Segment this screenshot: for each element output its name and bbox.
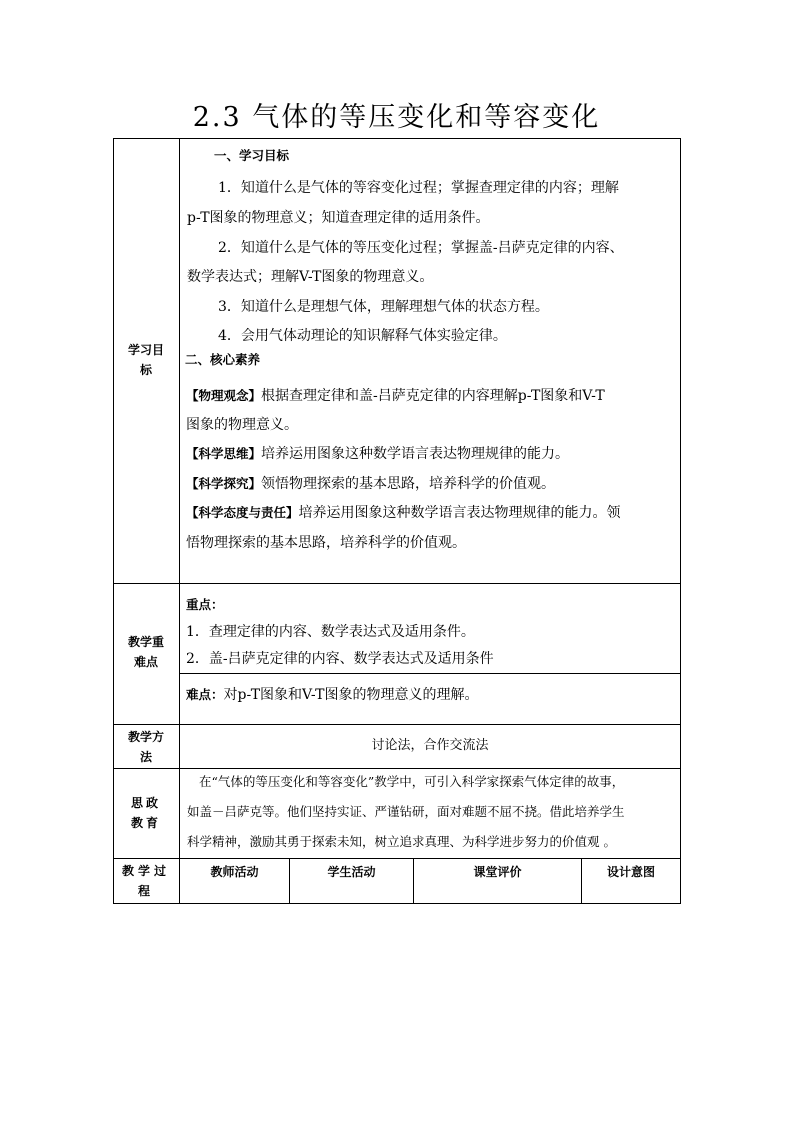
difficulty-line: 难点：对p-T图象和V-T图象的物理意义的理解。 — [186, 687, 479, 703]
literacy-line-4: 【科学探究】领悟物理探索的基本思路，培养科学的价值观。 — [186, 476, 556, 492]
literacy-line-3: 【科学思维】培养运用图象这种数学语言表达物理规律的能力。 — [186, 446, 570, 462]
objectives-heading: 一、学习目标 — [214, 148, 290, 163]
objective-line-3: 2．知道什么是气体的等压变化过程；掌握盖-吕萨克定律的内容、 — [218, 240, 624, 256]
method-text: 讨论法，合作交流法 — [371, 738, 489, 753]
column-class-evaluation: 课堂评价 — [473, 865, 522, 879]
literacy-line-2: 图象的物理意义。 — [186, 417, 298, 433]
literacy-line-6: 悟物理探索的基本思路，培养科学的价值观。 — [186, 535, 466, 551]
objective-line-5: 3．知道什么是理想气体，理解理想气体的状态方程。 — [218, 299, 549, 315]
ideology-line-3: 科学精神，激励其勇于探索未知，树立追求真理、为科学进步努力的价值观 。 — [187, 834, 616, 849]
focus-item-2: 2．盖-吕萨克定律的内容、数学表达式及适用条件 — [186, 651, 494, 667]
objective-line-4: 数学表达式；理解V-T图象的物理意义。 — [187, 269, 434, 285]
literacy-heading: 二、核心素养 — [185, 352, 261, 367]
literacy-line-5: 【科学态度与责任】培养运用图象这种数学语言表达物理规律的能力。领 — [186, 505, 621, 521]
focus-item-1: 1．查理定律的内容、数学表达式及适用条件。 — [186, 624, 475, 640]
page-title: 2.3 气体的等压变化和等容变化 — [192, 102, 601, 133]
objective-line-6: 4．会用气体动理论的知识解释气体实验定律。 — [218, 328, 507, 344]
objective-line-1: 1．知道什么是气体的等容变化过程；掌握查理定律的内容；理解 — [218, 180, 619, 196]
ideology-line-2: 如盖－吕萨克等。他们坚持实证、严谨钻研，面对难题不屈不挠。借此培养学生 — [187, 804, 625, 819]
process-label: 教学过程 — [122, 864, 171, 898]
ideology-line-1: 在“气体的等压变化和等容变化”教学中，可引入科学家探索气体定律的故事， — [199, 774, 625, 789]
column-student-activity: 学生活动 — [327, 865, 376, 879]
column-design-intent: 设计意图 — [606, 865, 655, 879]
objectives-label: 学习目标 — [128, 343, 165, 377]
method-label: 教学方法 — [127, 730, 164, 764]
key-points-label: 教学重难点 — [128, 635, 165, 669]
focus-heading: 重点： — [186, 597, 224, 612]
column-teacher-activity: 教师活动 — [210, 865, 259, 879]
literacy-line-1: 【物理观念】根据查理定律和盖-吕萨克定律的内容理解p-T图象和V-T — [186, 388, 605, 404]
objective-line-2: p-T图象的物理意义；知道查理定律的适用条件。 — [187, 210, 490, 226]
ideology-label: 思政教育 — [130, 796, 161, 830]
